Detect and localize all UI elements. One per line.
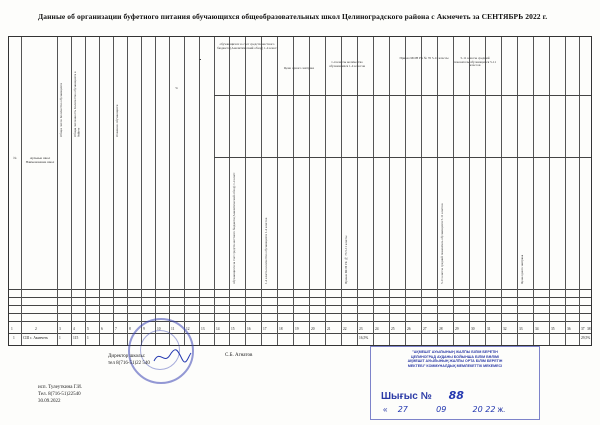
column-number: 19: [295, 327, 299, 331]
percent-header: %: [175, 86, 178, 90]
stamp-number-value: 88: [448, 389, 464, 402]
column-number: 18: [279, 327, 283, 331]
desc-col-b: 1-4 классы количество обучающихся 1-4 классов: [264, 217, 268, 284]
row-school-name: СШ с. Акмечеть: [23, 336, 49, 340]
group-header-5: 5-11 классы средний показатель обучающихся 5-11 классов: [454, 56, 496, 68]
stamp-date-year: 20 22: [472, 405, 496, 414]
desc-col-d: 5-11 классы средний показатель обучающихся 5-11 классов: [440, 203, 444, 284]
column-number: 25: [391, 327, 395, 331]
school-name-header: Аульные школ Наименование школ: [25, 156, 55, 164]
column-number: 8: [129, 327, 131, 331]
stamp-date: « 27 09 20 22 ж.: [383, 405, 506, 414]
column-number: 20: [311, 327, 315, 331]
group-header-4: Приказ МОН РК № 76 5-11 классы: [399, 56, 449, 60]
column-number: 5: [87, 327, 89, 331]
column-number: 21: [327, 327, 331, 331]
executor-block: [38, 384, 82, 405]
column-number: 14: [216, 327, 220, 331]
desc-col-e: Цена одного завтрака: [520, 254, 524, 284]
column-number: 34: [535, 327, 539, 331]
stamp-org-text: "АҚМЕШІТ АУЫЛЫНЫҢ ЖАЛПЫ БІЛІМ БЕРЕТІН ЦЕЛИНОГРАД АУДАНЫ БОЙЫНША БІЛІМ БӨЛІМІ АҚМЕШІТ АУЫЛЫНЫҢ ЖАЛПЫ ОРТА БІЛІМ БЕРЕТІН МЕКТЕБІ" КОММУНАЛДЫҚ МЕМЛЕКЕТТІК МЕКЕМЕСІ: [407, 350, 503, 368]
column-number: 24: [375, 327, 379, 331]
data-cell: 16,5%: [359, 336, 369, 340]
column-number: 31: [487, 327, 491, 331]
column-number: 15: [231, 327, 235, 331]
director-block: [108, 353, 150, 367]
director-signature: [152, 347, 192, 367]
data-cell: 1: [87, 336, 89, 340]
group-header-1: обучающихся за счет средств местного бюджета (Аналитический обзор) 1-4 класс: [217, 42, 277, 50]
column-number: 6: [101, 327, 103, 331]
column-number: 10: [157, 327, 161, 331]
column-number: 29: [455, 327, 459, 331]
column-number: 13: [201, 327, 205, 331]
column-number: 30: [471, 327, 475, 331]
column-number: 33: [519, 327, 523, 331]
column-number: 9: [143, 327, 145, 331]
report-table: [8, 36, 592, 346]
executor-name: исп. Тулеуткина Г.И.: [38, 385, 83, 390]
executor-phone: Тел. 8(716-51)22540: [38, 392, 81, 397]
social-header: Охвачено обучающихся: [115, 104, 119, 137]
column-number: 11: [171, 327, 175, 331]
column-number: 28: [439, 327, 443, 331]
director-phone: тел 8(716-51)22 540: [108, 361, 150, 366]
column-number: 26: [407, 327, 411, 331]
column-number: 32: [503, 327, 507, 331]
buffet-count-header: Общая численность Количество обучающихся в буфете: [73, 71, 81, 137]
document-title: Данные об организации буфетного питания обучающихся общеобразовательных школ Целиноградского района с Акмечеть за СЕНТЯБРЬ 2022 г.: [38, 12, 548, 21]
data-cell: 29,5%: [581, 336, 591, 340]
column-number: 38: [587, 327, 591, 331]
group-header-3: 1-4 классы количество обучающихся 1-4 классов: [328, 60, 366, 68]
column-number: 12: [186, 327, 190, 331]
director-label: Директор школы:: [108, 354, 146, 359]
column-number: 35: [551, 327, 555, 331]
column-number: 17: [263, 327, 267, 331]
outgoing-number-stamp: [370, 346, 540, 420]
desc-col-a: обучающихся за счет средств местного бюджета (Аналитический обзор) 1-4 класс: [232, 172, 236, 284]
director-name: С.Б. Агнатов: [225, 353, 253, 358]
column-number: 37: [581, 327, 585, 331]
column-number: 7: [115, 327, 117, 331]
column-number: 1: [11, 327, 13, 331]
stamp-number-label: Шығыс №: [381, 391, 432, 402]
stamp-date-month: 09: [436, 405, 447, 414]
column-number: 23: [359, 327, 363, 331]
data-cell: 115: [73, 336, 79, 340]
data-cell: 1: [59, 336, 61, 340]
row-index: 1: [13, 336, 15, 340]
column-number: 27: [423, 327, 427, 331]
desc-col-c: Приказ МОН РК № 76 5-11 классы: [344, 235, 348, 284]
column-number: 3: [59, 327, 61, 331]
column-number: 22: [343, 327, 347, 331]
column-number: 16: [247, 327, 251, 331]
column-number: 4: [73, 327, 75, 331]
column-number: 2: [35, 327, 37, 331]
column-number: 36: [567, 327, 571, 331]
executor-date: 30.09.2022: [38, 399, 61, 404]
total-students-header: Общее число Количество обучающихся: [59, 83, 63, 137]
stamp-number: [381, 389, 464, 402]
stamp-date-day: 27: [397, 405, 408, 414]
row-number-header: №: [13, 156, 17, 160]
group-header-2: Цена одного завтрака: [283, 66, 315, 70]
